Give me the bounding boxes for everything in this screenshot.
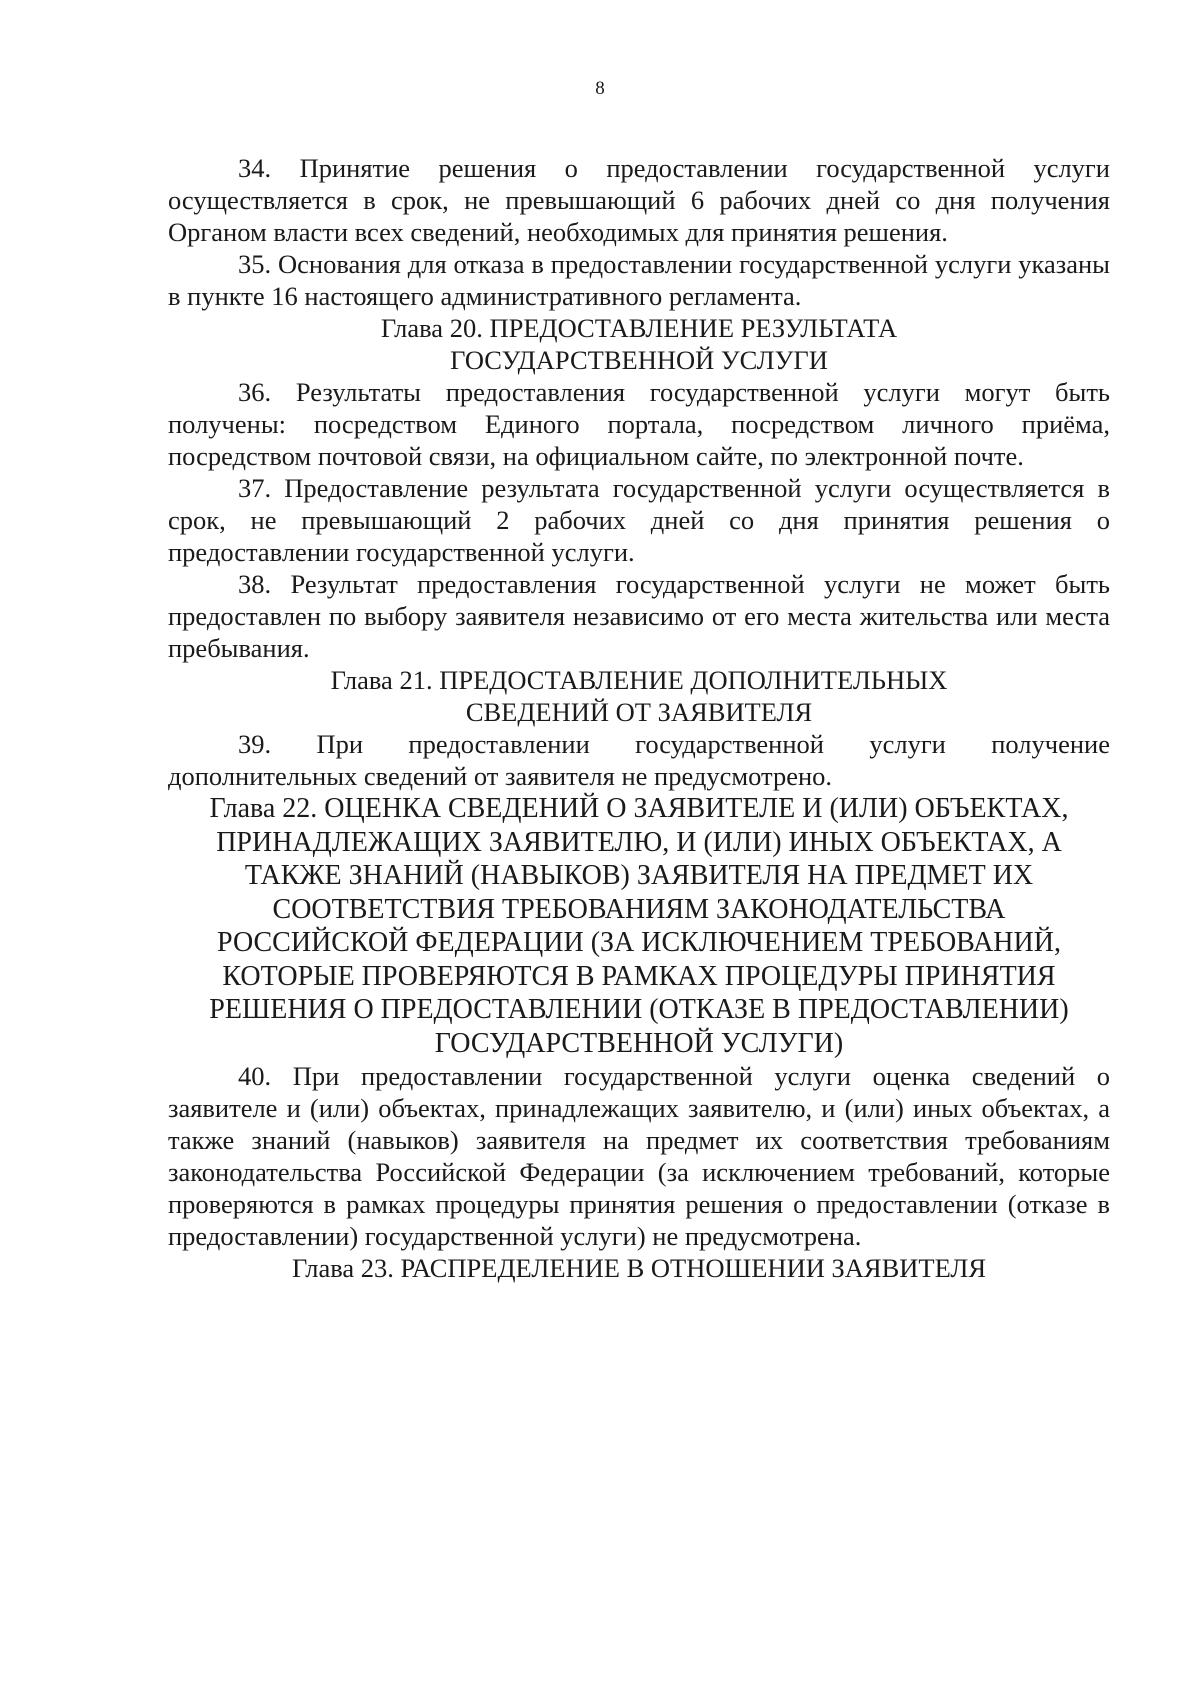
document-body	[168, 152, 1110, 1284]
chapter-20-heading	[168, 312, 1110, 376]
paragraph-38: 38. Результат предоставления государственной услуги не может быть предоставлен по выбору заявителя независимо от его места жительства или места пребывания.	[168, 569, 1110, 663]
chapter-22-heading-line: КОТОРЫЕ ПРОВЕРЯЮТСЯ В РАМКАХ ПРОЦЕДУРЫ ПРИНЯТИЯ	[222, 960, 1056, 992]
chapter-23-heading-line: Глава 23. РАСПРЕДЕЛЕНИЕ В ОТНОШЕНИИ ЗАЯВИТЕЛЯ	[291, 1253, 987, 1283]
chapter-22-heading-line: СООТВЕТСТВИЯ ТРЕБОВАНИЯМ ЗАКОНОДАТЕЛЬСТВА	[272, 893, 1006, 925]
paragraph-34: 34. Принятие решения о предоставлении государственной услуги осуществляется в срок, не превышающий 6 рабочих дней со дня получения Органом власти всех сведений, необходимых для принятия решения.	[168, 153, 1110, 247]
chapter-20-heading-line: Глава 20. ПРЕДОСТАВЛЕНИЕ РЕЗУЛЬТАТА	[380, 313, 898, 343]
chapter-23-heading	[168, 1252, 1110, 1284]
chapter-21-heading	[168, 664, 1110, 728]
paragraph-35: 35. Основания для отказа в предоставлении государственной услуги указаны в пункте 16 настоящего административного регламента.	[168, 249, 1110, 311]
chapter-22-heading-line: РОССИЙСКОЙ ФЕДЕРАЦИИ (ЗА ИСКЛЮЧЕНИЕМ ТРЕБОВАНИЙ,	[217, 927, 1061, 958]
chapter-22-heading	[168, 792, 1110, 1060]
chapter-21-heading-line: Глава 21. ПРЕДОСТАВЛЕНИЕ ДОПОЛНИТЕЛЬНЫХ	[330, 665, 948, 695]
chapter-22-heading-line: ТАКЖЕ ЗНАНИЙ (НАВЫКОВ) ЗАЯВИТЕЛЯ НА ПРЕДМЕТ ИХ	[244, 860, 1034, 891]
paragraph-37: 37. Предоставление результата государственной услуги осуществляется в срок, не превышающий 2 рабочих дней со дня принятия решения о предоставлении государственной услуги.	[168, 473, 1110, 567]
paragraph-39: 39. При предоставлении государственной услуги получение дополнительных сведений от заявителя не предусмотрено.	[168, 729, 1110, 791]
chapter-22-heading-line: РЕШЕНИЯ О ПРЕДОСТАВЛЕНИИ (ОТКАЗЕ В ПРЕДОСТАВЛЕНИИ)	[209, 994, 1069, 1025]
page-number: 8	[595, 78, 605, 99]
chapter-22-heading-line: ГОСУДАРСТВЕННОЙ УСЛУГИ)	[434, 1027, 844, 1059]
chapter-22-heading-line: Глава 22. ОЦЕНКА СВЕДЕНИЙ О ЗАЯВИТЕЛЕ И (ИЛИ) ОБЪЕКТАХ,	[209, 793, 1069, 824]
chapter-22-heading-line: ПРИНАДЛЕЖАЩИХ ЗАЯВИТЕЛЮ, И (ИЛИ) ИНЫХ ОБЪЕКТАХ, А	[216, 826, 1062, 858]
paragraph-36: 36. Результаты предоставления государственной услуги могут быть получены: посредством Единого портала, посредством личного приёма, посредством почтовой связи, на официальном сайте, по электронной почте.	[168, 377, 1110, 471]
paragraph-40: 40. При предоставлении государственной услуги оценка сведений о заявителе и (или) объектах, принадлежащих заявителю, и (или) иных объектах, а также знаний (навыков) заявителя на предмет их соответствия требованиям законодательства Российской Федерации (за исключением требований, которые проверяются в рамках процедуры принятия решения о предоставлении (отказе в предоставлении) государственной услуги) не предусмотрена.	[168, 1061, 1110, 1251]
chapter-21-heading-line: СВЕДЕНИЙ ОТ ЗАЯВИТЕЛЯ	[465, 697, 813, 727]
chapter-20-heading-line: ГОСУДАРСТВЕННОЙ УСЛУГИ	[450, 345, 828, 375]
